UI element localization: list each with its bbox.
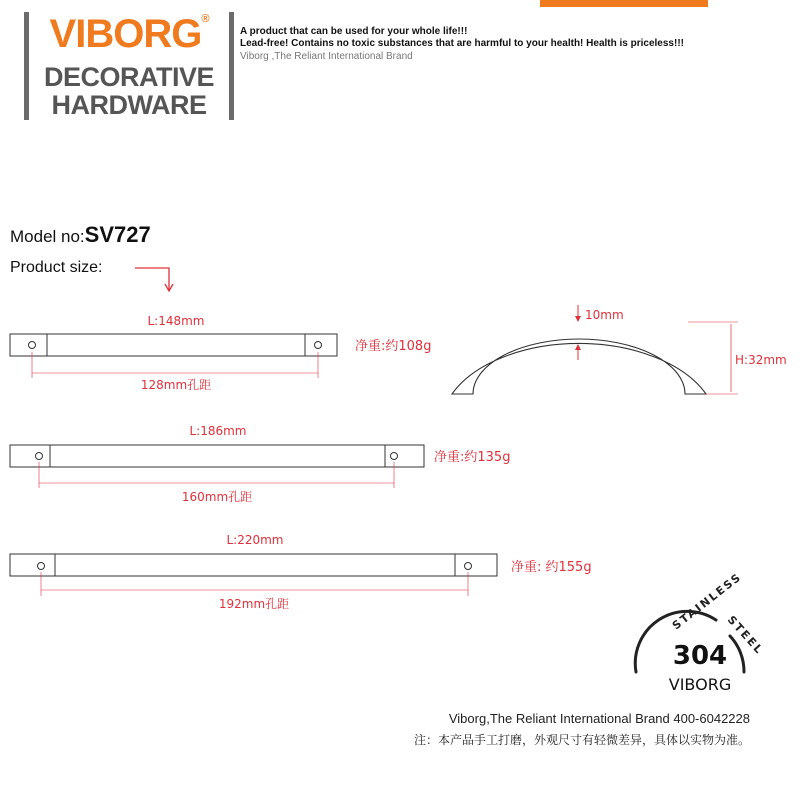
handle-bar bbox=[10, 445, 424, 467]
badge-brand: VIBORG bbox=[668, 675, 732, 694]
hole-spacing-label: 160mm孔距 bbox=[181, 490, 253, 504]
badge-text-steel: STEEL bbox=[724, 613, 767, 658]
height-label: H:32mm bbox=[735, 353, 787, 367]
badge-grade: 304 bbox=[672, 641, 728, 671]
mounting-hole bbox=[36, 453, 43, 460]
logo-hardware: HARDWARE bbox=[51, 90, 207, 120]
thickness-arrowhead bbox=[575, 316, 581, 322]
handle-length-label: L:186mm bbox=[189, 424, 247, 438]
thickness-label: 10mm bbox=[585, 308, 624, 322]
tagline-lifetime: A product that can be used for your whole life!!! bbox=[240, 26, 468, 37]
mounting-hole bbox=[465, 563, 472, 570]
product-size-label: Product size: bbox=[10, 259, 103, 276]
handle-148 bbox=[10, 314, 431, 392]
weight-label: 净重:约135g bbox=[434, 450, 511, 465]
mounting-hole bbox=[391, 453, 398, 460]
logo-viborg: VIBORG® bbox=[49, 12, 209, 56]
model-label: Model no: bbox=[10, 227, 85, 246]
handle-220 bbox=[10, 533, 592, 611]
tagline-brand: Viborg ,The Reliant International Brand bbox=[240, 51, 413, 62]
stainless-steel-badge bbox=[635, 570, 766, 694]
footer-brand-line: Viborg,The Reliant International Brand 400-6042228 bbox=[448, 711, 750, 726]
logo-decorative: DECORATIVE bbox=[43, 62, 214, 92]
mounting-hole bbox=[29, 342, 36, 349]
product-size-arrow-icon bbox=[135, 268, 173, 291]
handle-bar bbox=[10, 334, 337, 356]
thickness-arrowhead bbox=[575, 344, 581, 350]
badge-arc-right bbox=[730, 636, 744, 672]
weight-label: 净重: 约155g bbox=[511, 560, 592, 575]
model-value: SV727 bbox=[84, 222, 151, 247]
footer-disclaimer: 注：本产品手工打磨，外观尺寸有轻微差异，具体以实物为准。 bbox=[413, 733, 750, 747]
handle-186 bbox=[10, 424, 510, 504]
handle-bar bbox=[10, 554, 497, 576]
hole-spacing-label: 128mm孔距 bbox=[140, 378, 212, 392]
tagline-lead-free: Lead-free! Contains no toxic substances that are harmful to your health! Health is priceless!!! bbox=[240, 38, 684, 49]
hole-spacing-label: 192mm孔距 bbox=[218, 597, 290, 611]
badge-text-stainless: STAINLESS bbox=[669, 570, 745, 633]
mounting-hole bbox=[38, 563, 45, 570]
handle-length-label: L:148mm bbox=[147, 314, 205, 328]
mounting-hole bbox=[315, 342, 322, 349]
weight-label: 净重:约108g bbox=[355, 339, 432, 354]
handle-length-label: L:220mm bbox=[226, 533, 284, 547]
handle-side-view bbox=[452, 305, 787, 394]
